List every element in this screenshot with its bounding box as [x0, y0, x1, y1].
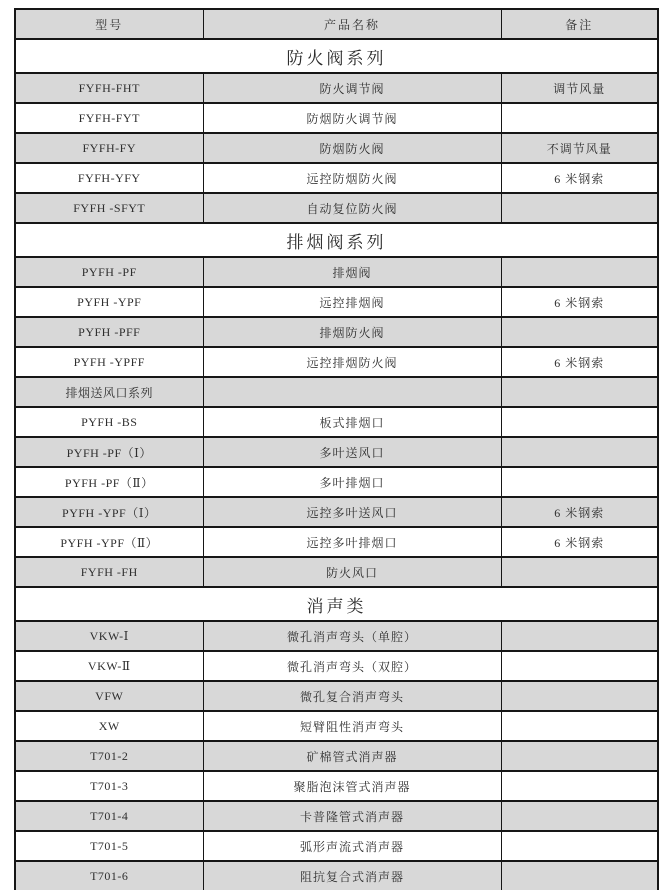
note-cell: 6 米钢索	[501, 497, 658, 527]
note-cell	[501, 801, 658, 831]
column-header-note: 备注	[501, 9, 658, 39]
product-name-cell	[203, 377, 501, 407]
table-row	[15, 497, 658, 527]
model-cell: PYFH -PF	[15, 257, 203, 287]
table-row	[15, 257, 658, 287]
model-cell: VKW-Ⅱ	[15, 651, 203, 681]
note-cell	[501, 771, 658, 801]
model-cell: T701-2	[15, 741, 203, 771]
table-row	[15, 711, 658, 741]
model-cell: T701-4	[15, 801, 203, 831]
model-cell: VKW-Ⅰ	[15, 621, 203, 651]
note-cell	[501, 467, 658, 497]
product-name-cell: 微孔消声弯头（单腔）	[203, 621, 501, 651]
product-name-cell: 远控排烟阀	[203, 287, 501, 317]
section-row	[15, 223, 658, 257]
note-cell	[501, 741, 658, 771]
table-row	[15, 861, 658, 890]
section-row	[15, 39, 658, 73]
note-cell: 6 米钢索	[501, 347, 658, 377]
table-row	[15, 287, 658, 317]
product-name-cell: 远控多叶排烟口	[203, 527, 501, 557]
note-cell	[501, 407, 658, 437]
product-name-cell: 卡普隆管式消声器	[203, 801, 501, 831]
table-row	[15, 467, 658, 497]
product-name-cell: 板式排烟口	[203, 407, 501, 437]
note-cell	[501, 103, 658, 133]
note-cell	[501, 681, 658, 711]
table-row	[15, 651, 658, 681]
model-cell: T701-6	[15, 861, 203, 890]
product-name-cell: 防火调节阀	[203, 73, 501, 103]
table-row	[15, 103, 658, 133]
product-name-cell: 远控防烟防火阀	[203, 163, 501, 193]
table-row	[15, 133, 658, 163]
product-name-cell: 多叶排烟口	[203, 467, 501, 497]
model-cell: PYFH -PFF	[15, 317, 203, 347]
product-name-cell: 多叶送风口	[203, 437, 501, 467]
table-header-row	[15, 9, 658, 39]
note-cell	[501, 257, 658, 287]
model-cell: PYFH -BS	[15, 407, 203, 437]
table-row	[15, 437, 658, 467]
product-name-cell: 远控排烟防火阀	[203, 347, 501, 377]
model-cell: T701-3	[15, 771, 203, 801]
note-cell	[501, 377, 658, 407]
product-name-cell: 排烟阀	[203, 257, 501, 287]
product-name-cell: 远控多叶送风口	[203, 497, 501, 527]
note-cell: 6 米钢索	[501, 163, 658, 193]
product-name-cell: 矿棉管式消声器	[203, 741, 501, 771]
model-cell: FYFH-FY	[15, 133, 203, 163]
section-row	[15, 587, 658, 621]
note-cell	[501, 861, 658, 890]
product-name-cell: 排烟防火阀	[203, 317, 501, 347]
note-cell: 不调节风量	[501, 133, 658, 163]
table-row	[15, 347, 658, 377]
table-row	[15, 377, 658, 407]
model-cell: 排烟送风口系列	[15, 377, 203, 407]
table-row	[15, 771, 658, 801]
model-cell: T701-5	[15, 831, 203, 861]
table-row	[15, 407, 658, 437]
table-row	[15, 831, 658, 861]
table-row	[15, 193, 658, 223]
product-name-cell: 防烟防火调节阀	[203, 103, 501, 133]
table-row	[15, 621, 658, 651]
product-name-cell: 阻抗复合式消声器	[203, 861, 501, 890]
table-row	[15, 527, 658, 557]
model-cell: PYFH -YPFF	[15, 347, 203, 377]
note-cell	[501, 437, 658, 467]
column-header-product-name: 产品名称	[203, 9, 501, 39]
product-name-cell: 防火风口	[203, 557, 501, 587]
note-cell: 6 米钢索	[501, 287, 658, 317]
note-cell	[501, 831, 658, 861]
product-name-cell: 弧形声流式消声器	[203, 831, 501, 861]
model-cell: XW	[15, 711, 203, 741]
model-cell: FYFH -FH	[15, 557, 203, 587]
table-row	[15, 163, 658, 193]
product-table	[14, 8, 659, 890]
note-cell: 6 米钢索	[501, 527, 658, 557]
product-name-cell: 微孔消声弯头（双腔）	[203, 651, 501, 681]
model-cell: VFW	[15, 681, 203, 711]
model-cell: FYFH -SFYT	[15, 193, 203, 223]
product-name-cell: 微孔复合消声弯头	[203, 681, 501, 711]
model-cell: FYFH-FHT	[15, 73, 203, 103]
note-cell	[501, 621, 658, 651]
product-name-cell: 自动复位防火阀	[203, 193, 501, 223]
table-row	[15, 557, 658, 587]
table-row	[15, 681, 658, 711]
table-row	[15, 317, 658, 347]
table-row	[15, 801, 658, 831]
note-cell	[501, 651, 658, 681]
model-cell: PYFH -PF（Ⅱ）	[15, 467, 203, 497]
product-name-cell: 聚脂泡沫管式消声器	[203, 771, 501, 801]
model-cell: PYFH -YPF（Ⅰ）	[15, 497, 203, 527]
model-cell: FYFH-YFY	[15, 163, 203, 193]
note-cell	[501, 193, 658, 223]
model-cell: PYFH -YPF（Ⅱ）	[15, 527, 203, 557]
column-header-model: 型号	[15, 9, 203, 39]
product-name-cell: 防烟防火阀	[203, 133, 501, 163]
note-cell	[501, 557, 658, 587]
model-cell: FYFH-FYT	[15, 103, 203, 133]
note-cell	[501, 317, 658, 347]
table-row	[15, 741, 658, 771]
section-header-cell: 消声类	[15, 587, 658, 621]
section-header-cell: 防火阀系列	[15, 39, 658, 73]
model-cell: PYFH -YPF	[15, 287, 203, 317]
table-row	[15, 73, 658, 103]
section-header-cell: 排烟阀系列	[15, 223, 658, 257]
product-name-cell: 短臂阻性消声弯头	[203, 711, 501, 741]
note-cell	[501, 711, 658, 741]
note-cell: 调节风量	[501, 73, 658, 103]
model-cell: PYFH -PF（Ⅰ）	[15, 437, 203, 467]
